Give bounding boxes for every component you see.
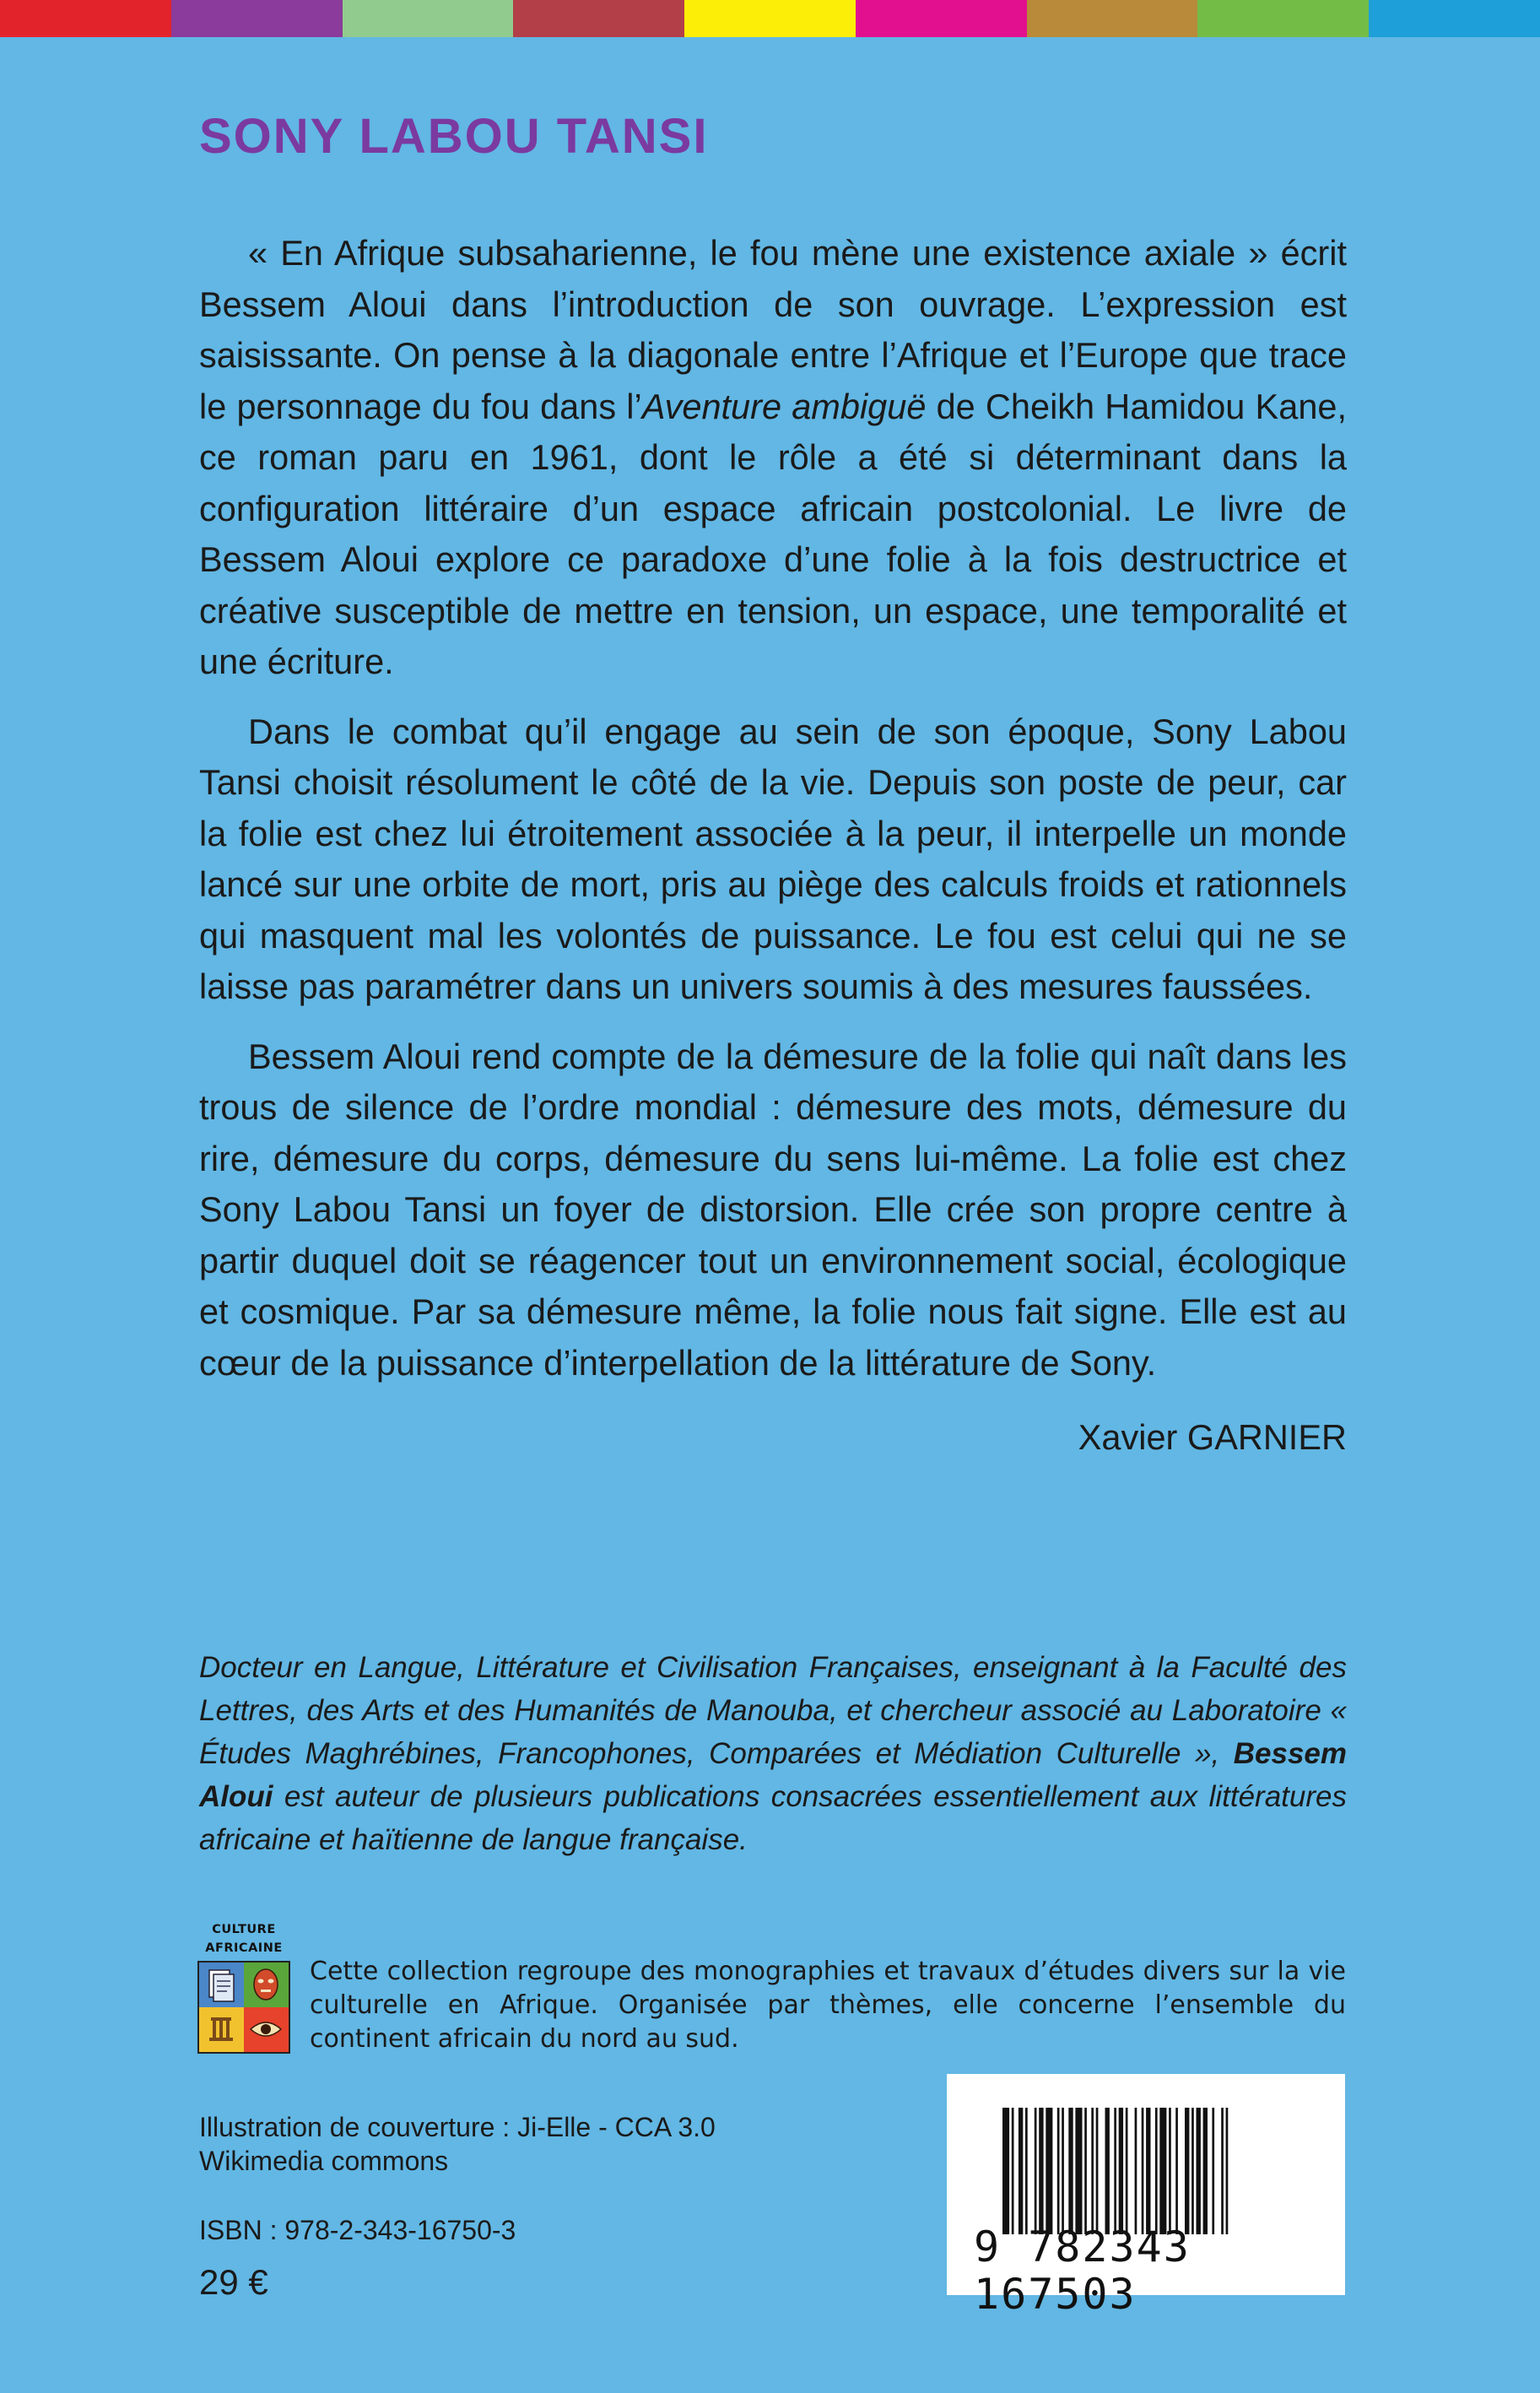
document-icon bbox=[199, 1963, 244, 2007]
cover-credits bbox=[199, 2110, 716, 2178]
blurb-paragraph-1-part-a: « En Afrique subsaharienne, le fou mène une existence axiale » écrit Bessem Aloui dans l’introduction de son ouvrage. L’expression est saisissante. On pense à la diagonale entre l’Afrique et l’Europe que trace le personnage du fou dans l’ bbox=[199, 233, 1347, 426]
barcode-bars bbox=[1001, 2108, 1291, 2234]
author-bio-part-b: est auteur de plusieurs publications consacrées essentiellement aux littératures africaine et haïtienne de langue française. bbox=[199, 1780, 1347, 1856]
blurb bbox=[199, 228, 1347, 1464]
ruins-icon bbox=[199, 2007, 244, 2052]
cover-credits-line1: Illustration de couverture : Ji-Elle - CCA 3.0 bbox=[199, 2112, 716, 2142]
collection-logo-label-line1: CULTURE bbox=[212, 1923, 276, 1936]
book-title: SONY LABOU TANSI bbox=[199, 109, 709, 164]
collection-logo-grid bbox=[197, 1961, 290, 2054]
color-stripe-5 bbox=[684, 0, 856, 37]
isbn: ISBN : 978-2-343-16750-3 bbox=[199, 2215, 516, 2245]
color-stripe-4 bbox=[513, 0, 684, 37]
mask-icon bbox=[244, 1963, 289, 2007]
blurb-paragraph-3: Bessem Aloui rend compte de la démesure de la folie qui naît dans les trous de silence de l’ordre mondial : démesure des mots, démesure du rire, démesure du corps, démesure du sens lui-même. La folie est chez Sony Labou Tansi un foyer de distorsion. Elle crée son propre centre à partir duquel doit se réagencer tout un environnement social, écologique et cosmique. Par sa démesure même, la folie nous fait signe. Elle est au cœur de la puissance d’interpellation de la littérature de Sony. bbox=[199, 1036, 1347, 1383]
author-bio bbox=[199, 1646, 1347, 1861]
barcode bbox=[947, 2074, 1345, 2319]
novel-title: Aventure ambiguë bbox=[641, 386, 927, 426]
blurb-paragraph-2: Dans le combat qu’il engage au sein de son époque, Sony Labou Tansi choisit résolument le côté de la vie. Depuis son poste de peur, car la folie est chez lui étroitement associée à la peur, il interpelle un monde lancé sur une orbite de mort, pris au piège des calculs froids et rationnels qui masquent mal les volontés de puissance. Le fou est celui qui ne se laisse pas paramétrer dans un univers soumis à des mesures faussées. bbox=[199, 711, 1347, 1006]
price: 29 € bbox=[199, 2262, 268, 2302]
color-stripe-7 bbox=[1027, 0, 1198, 37]
author-name: Bessem Aloui bbox=[199, 1737, 1347, 1813]
barcode-digits: 9 782343 167503 bbox=[974, 2222, 1191, 2319]
color-stripe-1 bbox=[0, 0, 171, 37]
collection-logo-label-line2: AFRICAINE bbox=[205, 1941, 283, 1955]
author-bio-part-a: Docteur en Langue, Littérature et Civilisation Françaises, enseignant à la Faculté des Lettres, des Arts et des Humanités de Manouba, et chercheur associé au Laboratoire « Études Maghrébines, Francophones, Comparées et Médiation Culturelle », bbox=[199, 1651, 1347, 1770]
cover-credits-line2: Wikimedia commons bbox=[199, 2146, 449, 2176]
collection-logo bbox=[197, 1920, 290, 2054]
blurb-paragraph-1 bbox=[199, 228, 1347, 688]
color-stripe-8 bbox=[1197, 0, 1369, 37]
color-stripe-9 bbox=[1369, 0, 1540, 37]
preface-signature: Xavier GARNIER bbox=[1078, 1417, 1347, 1457]
color-stripe-3 bbox=[343, 0, 514, 37]
color-stripe-2 bbox=[171, 0, 343, 37]
color-stripe-bar bbox=[0, 0, 1540, 37]
blurb-paragraph-1-part-b: de Cheikh Hamidou Kane, ce roman paru en 1961, dont le rôle a été si déterminant dans la configuration littéraire d’un espace africain postcolonial. Le livre de Bessem Aloui explore ce paradoxe d’une folie à la fois destructrice et créative susceptible de mettre en tension, un espace, une temporalité et une écriture. bbox=[199, 386, 1348, 681]
color-stripe-6 bbox=[856, 0, 1027, 37]
eye-icon bbox=[244, 2007, 289, 2052]
collection-description: Cette collection regroupe des monographies et travaux d’études divers sur la vie culturelle en Afrique. Organisée par thèmes, elle concerne l’ensemble du continent africain du nord au sud. bbox=[310, 1957, 1346, 2054]
